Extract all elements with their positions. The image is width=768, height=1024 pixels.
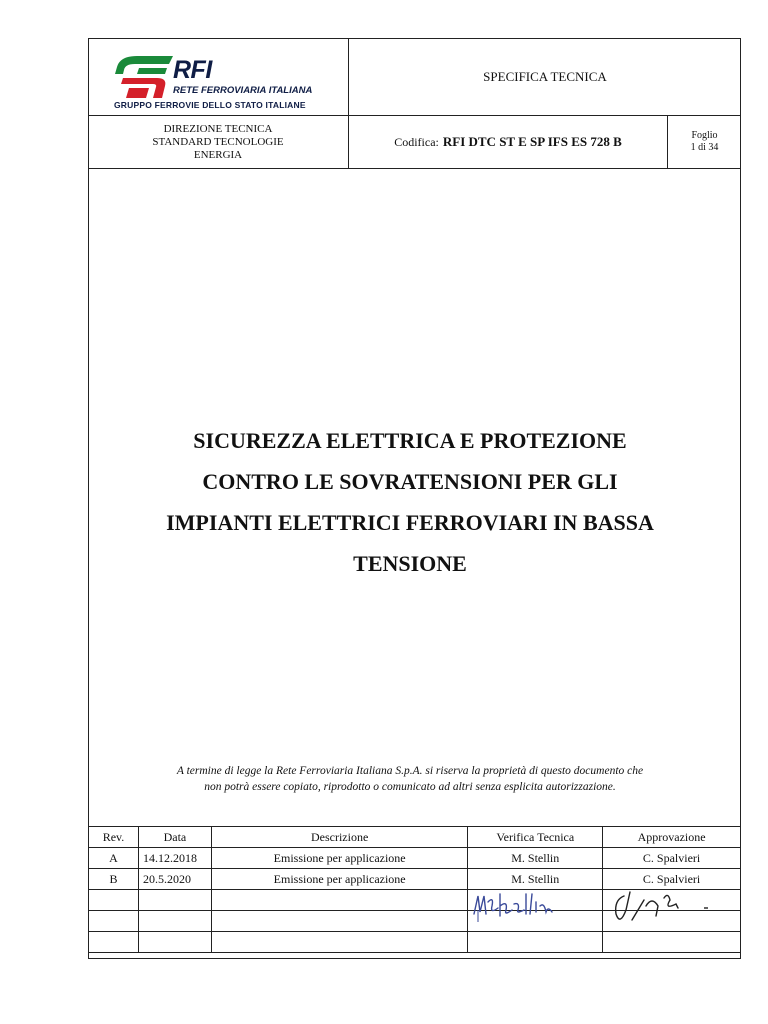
cell-rev: B (89, 869, 139, 890)
direction-line-2: STANDARD TECNOLOGIE (152, 135, 284, 148)
code-label: Codifica: (394, 134, 439, 149)
direction-cell (88, 116, 349, 169)
direction-line-3: ENERGIA (193, 148, 243, 161)
title-line: IMPIANTI ELETTRICI FERROVIARI IN BASSA (166, 510, 654, 535)
cell-verification: M. Stellin (468, 869, 603, 890)
cell-rev: A (89, 848, 139, 869)
title-line: SICUREZZA ELETTRICA E PROTEZIONE (193, 428, 627, 453)
sheet-value: 1 di 34 (690, 142, 719, 153)
cell-date (138, 932, 211, 953)
logo-brand: RFI (173, 56, 212, 84)
direction-line-1: DIREZIONE TECNICA (163, 122, 273, 135)
document-title (100, 420, 720, 584)
cell-rev (89, 911, 139, 932)
cell-date: 20.5.2020 (138, 869, 211, 890)
col-header-verification: Verifica Tecnica (468, 827, 603, 848)
cell-date (138, 911, 211, 932)
cell-approval: C. Spalvieri (603, 869, 741, 890)
title-line: TENSIONE (353, 551, 467, 576)
verification-signature-icon (470, 888, 590, 928)
cell-verification (468, 932, 603, 953)
logo-company: RETE FERROVIARIA ITALIANA (173, 85, 313, 96)
logo-group: GRUPPO FERROVIE DELLO STATO ITALIANE (114, 100, 306, 110)
sheet-cell (668, 116, 741, 169)
cell-approval (603, 932, 741, 953)
disclaimer (100, 763, 720, 795)
cell-description: Emissione per applicazione (211, 848, 467, 869)
code-value: RFI DTC ST E SP IFS ES 728 B (442, 134, 622, 149)
cell-verification: M. Stellin (468, 848, 603, 869)
rfi-logo-mark-icon (115, 54, 175, 102)
table-row (89, 848, 741, 869)
cell-description (211, 911, 467, 932)
code-cell (349, 116, 668, 169)
col-header-description: Descrizione (211, 827, 467, 848)
sheet-label: Foglio (691, 130, 718, 141)
cell-rev (89, 890, 139, 911)
table-header-row (89, 827, 741, 848)
table-row (89, 932, 741, 953)
cell-description: Emissione per applicazione (211, 869, 467, 890)
cell-date (138, 890, 211, 911)
cell-description (211, 932, 467, 953)
cell-rev (89, 932, 139, 953)
rfi-logo (113, 52, 333, 114)
disclaimer-line: A termine di legge la Rete Ferroviaria Italiana S.p.A. si riserva la proprietà di questo documento che (176, 765, 644, 777)
doc-type: SPECIFICA TECNICA (349, 38, 741, 116)
approval-signature-icon (608, 886, 728, 928)
disclaimer-line: non potrà essere copiato, riprodotto o comunicato ad altri senza esplicita autorizzazione. (204, 781, 616, 793)
col-header-date: Data (138, 827, 211, 848)
col-header-approval: Approvazione (603, 827, 741, 848)
col-header-rev: Rev. (89, 827, 139, 848)
cell-description (211, 890, 467, 911)
cell-approval: C. Spalvieri (603, 848, 741, 869)
cell-date: 14.12.2018 (138, 848, 211, 869)
title-line: CONTRO LE SOVRATENSIONI PER GLI (202, 469, 618, 494)
